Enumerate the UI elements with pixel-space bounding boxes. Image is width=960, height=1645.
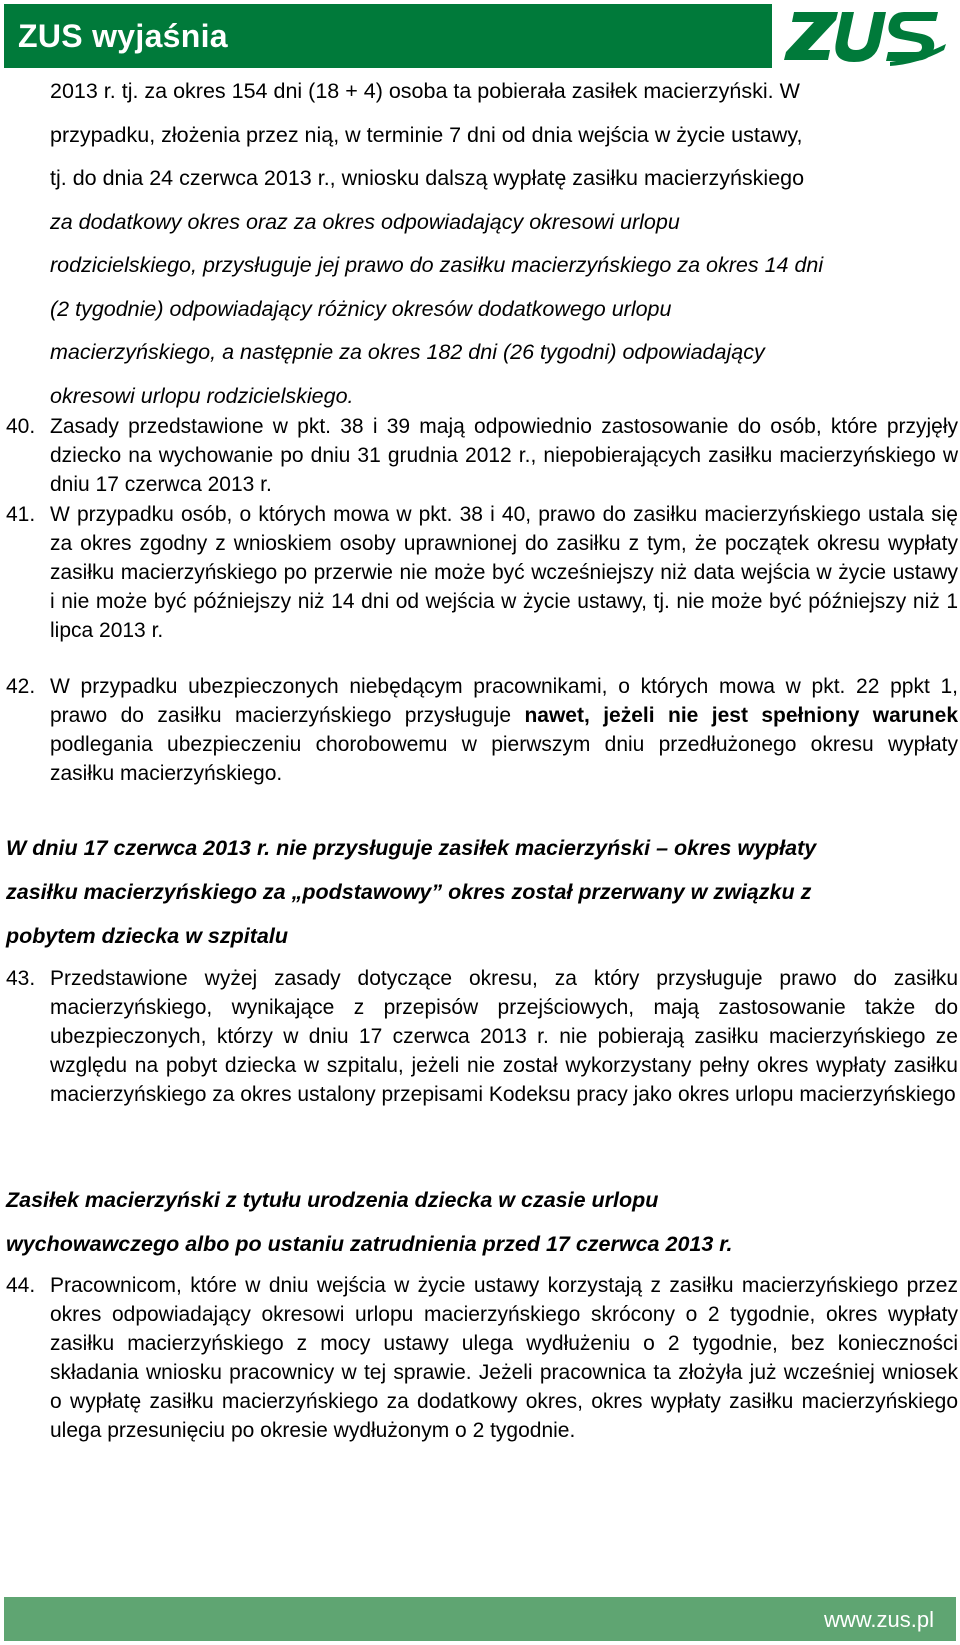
point-40 [6, 412, 958, 499]
intro-paragraph [50, 70, 950, 418]
point-number: 41. [6, 503, 36, 526]
intro-line: okresowi urlopu rodzicielskiego. [50, 383, 354, 408]
heading-line: wychowawczego albo po ustaniu zatrudnienia przed 17 czerwca 2013 r. [6, 1232, 733, 1256]
intro-line: (2 tygodnie) odpowiadający różnicy okresów dodatkowego urlopu [50, 296, 672, 321]
point-text: W przypadku osób, o których mowa w pkt. 38 i 40, prawo do zasiłku macierzyńskiego ustala się za okres zgodny z wnioskiem osoby uprawnionej do zasiłku z tym, że początek okresu wypłaty zasiłku macierzyńskiego po przerwie nie może być wcześniejszy niż data wejścia w życie ustawy i nie może być późniejszy niż 14 dni od wejścia w życie ustawy, tj. nie może być późniejszy niż 1 lipca 2013 r. [50, 503, 958, 642]
page-header [0, 0, 960, 68]
point-44 [6, 1271, 958, 1445]
heading-line: pobytem dziecka w szpitalu [6, 924, 288, 948]
heading-line: zasiłku macierzyńskiego za „podstawowy” okres został przerwany w związku z [6, 880, 812, 904]
point-text: Zasady przedstawione w pkt. 38 i 39 mają odpowiednio zastosowanie do osób, które przyjęły dziecko na wychowanie po dniu 31 grudnia 2012 r., niepobierających zasiłku macierzyńskiego w dniu 17 czerwca 2013 r. [50, 415, 958, 496]
section-heading-hospital [6, 826, 958, 958]
intro-line: rodzicielskiego, przysługuje jej prawo do zasiłku macierzyńskiego za okres 14 dni [50, 253, 824, 277]
intro-line: 2013 r. tj. za okres 154 dni (18 + 4) osoba ta pobierała zasiłek macierzyński. W [50, 79, 800, 103]
point-43 [6, 964, 958, 1109]
point-42 [6, 672, 958, 788]
point-text: Przedstawione wyżej zasady dotyczące okresu, za który przysługuje prawo do zasiłku macierzyńskiego, wynikające z przepisów przejściowych, mają zastosowanie także do ubezpieczonych, którzy w dniu 17 czerwca 2013 r. nie pobierają zasiłku macierzyńskiego ze względu na pobyt dziecka w szpitalu, jeżeli nie został wykorzystany pełny okres wypłaty zasiłku macierzyńskiego za okres ustalony przepisami Kodeksu pracy jako okres urlopu macierzyńskiego [50, 967, 958, 1106]
intro-line: przypadku, złożenia przez nią, w terminie 7 dni od dnia wejścia w życie ustawy, [50, 122, 803, 147]
intro-line: za dodatkowy okres oraz za okres odpowiadający okresowi urlopu [50, 209, 680, 234]
point-41 [6, 500, 958, 645]
intro-line: tj. do dnia 24 czerwca 2013 r., wniosku dalszą wypłatę zasiłku macierzyńskiego [50, 166, 805, 190]
point-number: 43. [6, 967, 36, 990]
point-number: 42. [6, 675, 36, 698]
heading-line: Zasiłek macierzyński z tytułu urodzenia dziecka w czasie urlopu [6, 1188, 659, 1212]
footer-url: www.zus.pl [823, 1607, 934, 1632]
intro-line: macierzyńskiego, a następnie za okres 182 dni (26 tygodni) odpowiadający [50, 340, 765, 364]
point-text [50, 672, 958, 788]
point-number: 44. [6, 1274, 36, 1297]
heading-line: W dniu 17 czerwca 2013 r. nie przysługuje zasiłek macierzyński – okres wypłaty [6, 836, 817, 860]
zus-logo-icon [778, 4, 956, 68]
point-text-part: W przypadku ubezpieczonych niebędącym pracownikami, o których mowa w pkt. 22 ppkt 1, prawo do zasiłku macierzyńskiego przysługuje [50, 675, 958, 727]
header-bar [4, 4, 772, 68]
point-number: 40. [6, 415, 36, 438]
section-heading-birth [6, 1178, 958, 1266]
point-text-part: podlegania ubezpieczeniu chorobowemu w pierwszym dniu przedłużonego okresu wypłaty zasiłku macierzyńskiego. [50, 733, 958, 785]
point-text: Pracownicom, które w dniu wejścia w życie ustawy korzystają z zasiłku macierzyńskiego przez okres odpowiadający okresowi urlopu macierzyńskiego skrócony o 2 tygodnie, okres wypłaty zasiłku macierzyńskiego z mocy ustawy ulega wydłużeniu o 2 tygodnie, bez konieczności składania wniosku pracownicy w tej sprawie. Jeżeli pracownica ta złożyła już wcześniej wniosek o wypłatę zasiłku macierzyńskiego za dodatkowy okres, okres wypłaty zasiłku macierzyńskiego ulega przesunięciu po okresie wydłużonym o 2 tygodnie. [50, 1274, 958, 1442]
header-title: ZUS wyjaśnia [18, 18, 228, 54]
zus-logo [778, 4, 956, 68]
point-text-bold: nawet, jeżeli nie jest spełniony warunek [524, 704, 958, 727]
page-footer [4, 1597, 956, 1641]
